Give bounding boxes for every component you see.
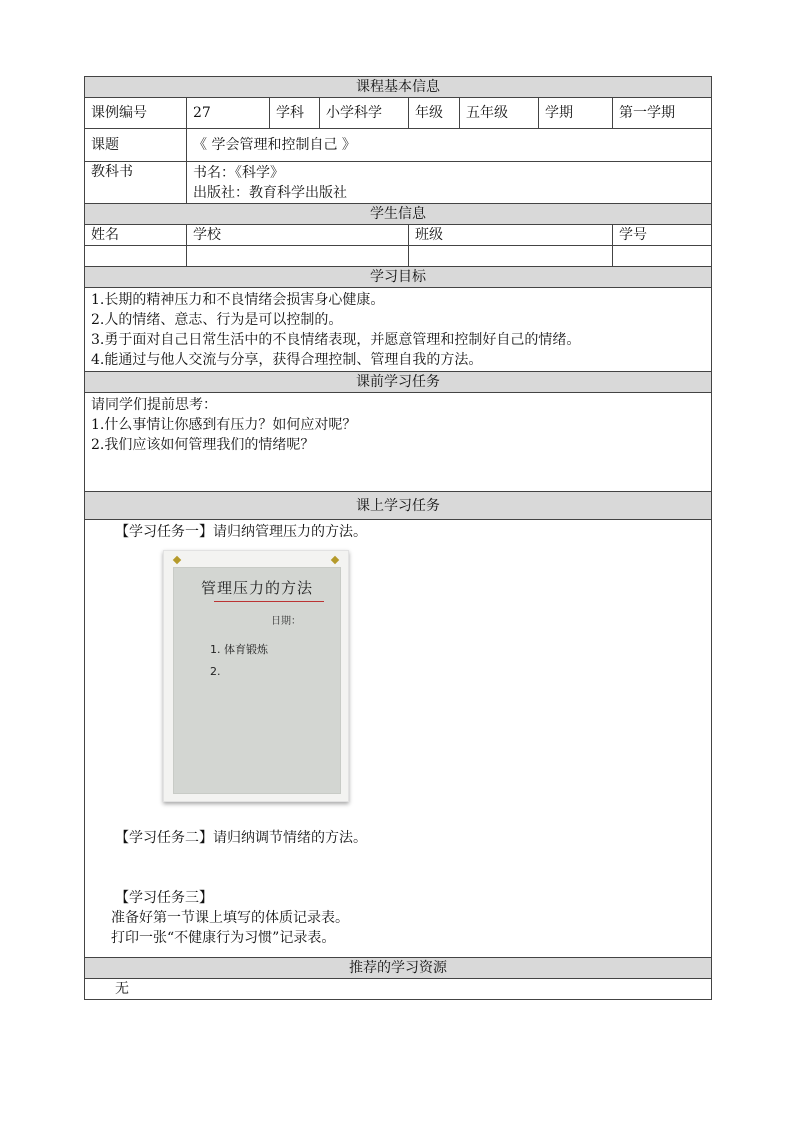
pin-icon bbox=[173, 556, 181, 564]
name-field[interactable] bbox=[85, 246, 187, 267]
publisher: 出版社：教育科学出版社 bbox=[193, 184, 347, 201]
task3-line: 准备好第一节课上填写的体质记录表。 bbox=[111, 910, 349, 926]
class-field[interactable] bbox=[409, 246, 613, 267]
subject-value: 小学科学 bbox=[320, 98, 409, 129]
subject-label: 学科 bbox=[270, 98, 320, 129]
student-no-label: 学号 bbox=[613, 225, 712, 246]
worksheet-title: 管理压力的方法 bbox=[200, 579, 313, 597]
worksheet-photo bbox=[163, 550, 349, 802]
course-sheet bbox=[84, 76, 711, 1000]
grade-label: 年级 bbox=[409, 98, 460, 129]
grade-value: 五年级 bbox=[460, 98, 539, 129]
topic-value: 《 学会管理和控制自己 》 bbox=[187, 129, 712, 162]
case-no-label: 课例编号 bbox=[85, 98, 187, 129]
task2-text: 【学习任务二】请归纳调节情绪的方法。 bbox=[115, 830, 367, 846]
course-info-header: 课程基本信息 bbox=[85, 77, 712, 98]
pre-class-item: 2.我们应该如何管理我们的情绪呢？ bbox=[91, 437, 315, 453]
worksheet-date: 日期： bbox=[271, 616, 301, 627]
worksheet-item: 2. bbox=[210, 665, 221, 678]
task3-line: 打印一张“不健康行为习惯”记录表。 bbox=[111, 930, 336, 946]
student-no-field[interactable] bbox=[613, 246, 712, 267]
case-no-value: 27 bbox=[187, 98, 270, 129]
worksheet-item: 1. 体育锻炼 bbox=[210, 643, 268, 656]
objective-item: 4.能通过与他人交流与分享，获得合理控制、管理自我的方法。 bbox=[91, 351, 483, 368]
textbook-value bbox=[187, 162, 712, 204]
pre-class-header: 课前学习任务 bbox=[85, 372, 712, 393]
task1-text: 【学习任务一】请归纳管理压力的方法。 bbox=[115, 524, 367, 540]
pre-class-item: 1.什么事情让你感到有压力？如何应对呢？ bbox=[91, 417, 357, 433]
task3-title: 【学习任务三】 bbox=[115, 890, 213, 906]
pre-class-content bbox=[85, 393, 712, 492]
term-label: 学期 bbox=[539, 98, 613, 129]
course-table bbox=[84, 76, 712, 1000]
school-field[interactable] bbox=[187, 246, 409, 267]
pre-class-intro: 请同学们提前思考： bbox=[91, 397, 217, 413]
objectives-list bbox=[85, 288, 712, 372]
topic-label: 课题 bbox=[85, 129, 187, 162]
school-label: 学校 bbox=[187, 225, 409, 246]
book-name: 书名：《科学》 bbox=[193, 164, 284, 181]
in-class-content bbox=[85, 520, 712, 958]
student-info-header: 学生信息 bbox=[85, 204, 712, 225]
resources-header: 推荐的学习资源 bbox=[85, 958, 712, 979]
objective-item: 2.人的情绪、意志、行为是可以控制的。 bbox=[91, 311, 343, 328]
name-label: 姓名 bbox=[85, 225, 187, 246]
resources-value: 无 bbox=[85, 979, 712, 1000]
term-value: 第一学期 bbox=[613, 98, 712, 129]
worksheet-title-underline bbox=[214, 601, 324, 602]
objectives-header: 学习目标 bbox=[85, 267, 712, 288]
worksheet-paper bbox=[173, 567, 341, 794]
in-class-header: 课上学习任务 bbox=[85, 492, 712, 520]
pin-icon bbox=[331, 556, 339, 564]
textbook-label: 教科书 bbox=[85, 162, 187, 204]
objective-item: 1.长期的精神压力和不良情绪会损害身心健康。 bbox=[91, 291, 385, 308]
class-label: 班级 bbox=[409, 225, 613, 246]
objective-item: 3.勇于面对自己日常生活中的不良情绪表现，并愿意管理和控制好自己的情绪。 bbox=[91, 331, 581, 348]
